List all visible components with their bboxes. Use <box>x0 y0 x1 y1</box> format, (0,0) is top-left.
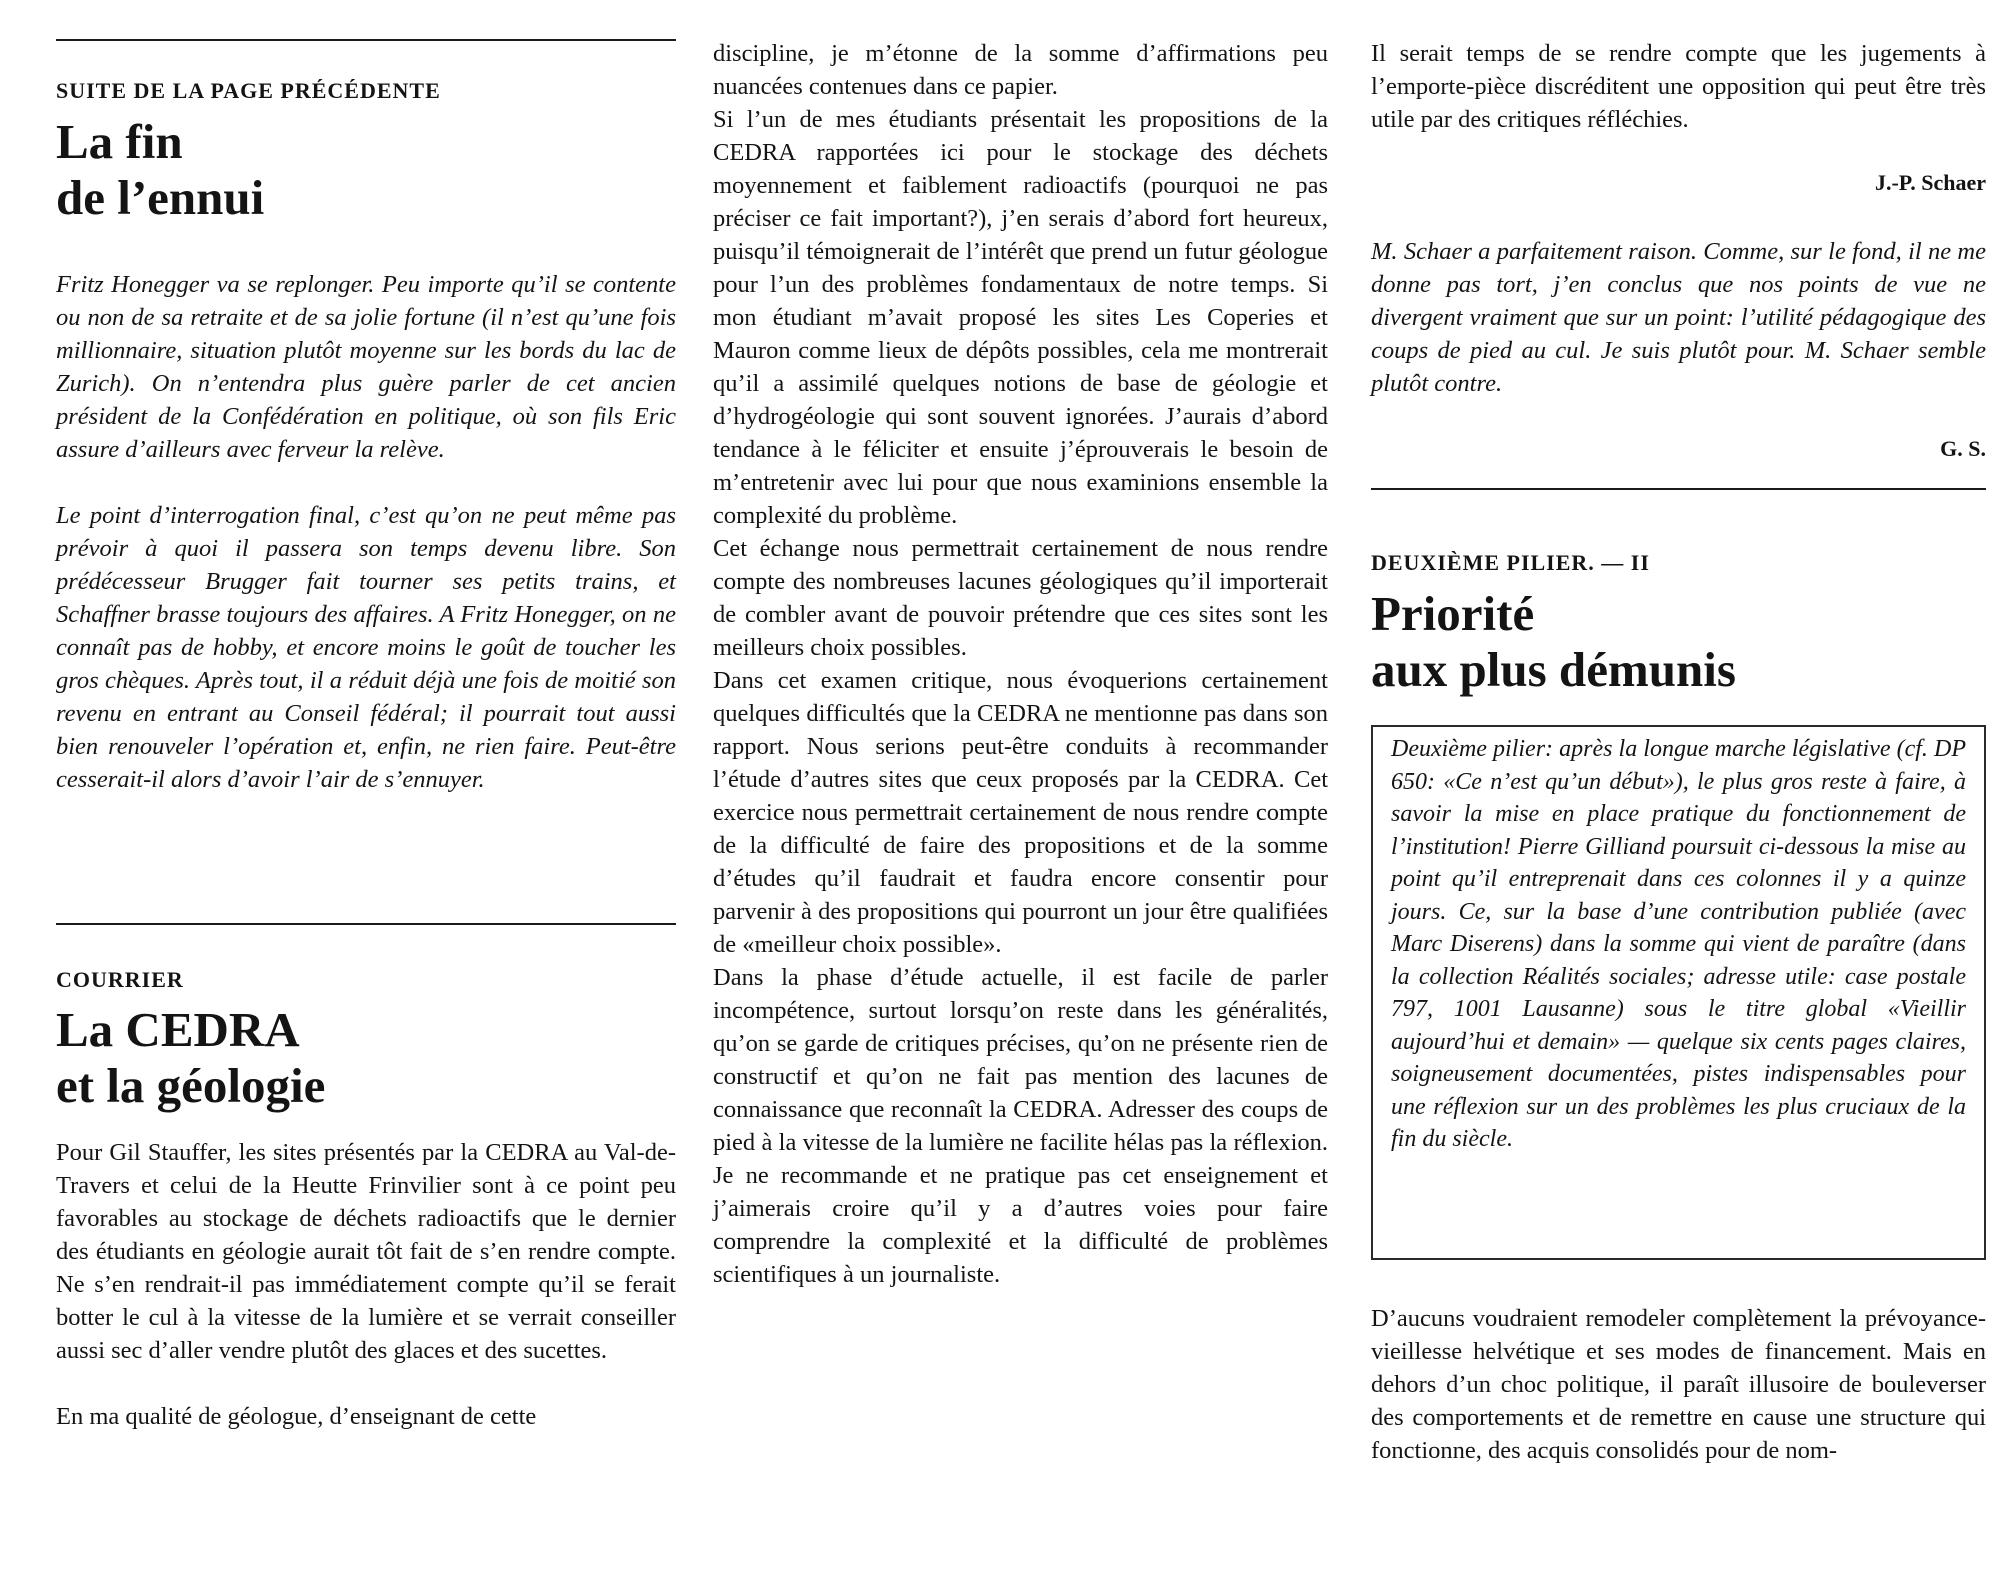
cedra-body <box>56 1136 676 1433</box>
kicker-courrier: COURRIER <box>56 967 184 992</box>
kicker-deuxieme-pilier: DEUXIÈME PILIER. — II <box>1371 550 1650 575</box>
la-fin-body <box>56 268 676 796</box>
cedra-para-1: Pour Gil Stauffer, les sites présentés par la CEDRA au Val-de-Travers et celui de la Heutte Frinvilier sont à ce point peu favorables au stockage de déchets radioactifs que le dernier des étudiants en géologie aurait tôt fait de s’en rendre compte. Ne s’en rendrait-il pas immédiatement compte qu’il se ferait botter le cul à la vitesse de la lumière et se verrait conseiller aussi sec d’aller vendre plutôt des glaces et des sucettes. <box>56 1139 676 1364</box>
intro-box-text: Deuxième pilier: après la longue marche législative (cf. DP 650: «Ce n’est qu’un début»), le plus gros reste à faire, à savoir la mise en place pratique du fonctionnement de l’institution! Pierre Gilliand poursuit ci-dessous la mise au point qu’il entreprenait dans ces colonnes il y a quinze jours. Ce, sur la base d’une contribution publiée (avec Marc Diserens) dans la somme qui vient de paraître (dans la collection Réalités sociales; adresse utile: case postale 797, 1001 Lausanne) sous le titre global «Vieillir aujourd’hui et demain» — quelque six cents pages claires, soigneusement documentées, pistes indispensables pour une réflexion sur un des problèmes les plus cruciaux de la fin du siècle. <box>1391 736 1966 1152</box>
la-fin-para-1: Fritz Honegger va se replonger. Peu importe qu’il se contente ou non de sa retraite et de sa jolie fortune (il n’est qu’une fois millionnaire, situation plutôt moyenne sur les bords du lac de Zurich). On n’entendra plus guère parler de cet ancien président de la Confédération en politique, où son fils Eric assure d’ailleurs avec ferveur la relève. <box>56 271 676 463</box>
signature-schaer: J.-P. Schaer <box>1874 170 1986 195</box>
la-fin-para-2: Le point d’interrogation final, c’est qu’on ne peut même pas prévoir à quoi il passera son temps devenu libre. Son prédécesseur Brugger fait tourner ses petits trains, et Schaffner brasse toujours des affaires. A Fritz Honegger, on ne connaît pas de hobby, et encore moins le goût de toucher les gros chèques. Après tout, il a réduit déjà une fois de moitié son revenu en entrant au Conseil fédéral; il pourrait tout aussi bien renouveler l’opération et, enfin, ne rien faire. Peut-être cesserait-il alors d’avoir l’air de s’ennuyer. <box>56 502 676 793</box>
pilier-body: D’aucuns voudraient remodeler complètement la prévoyance-vieillesse helvétique et ses modes de financement. Mais en dehors d’un choc politique, il paraît illusoire de bouleverser des comportements et de remettre en cause une structure qui fonctionne, des acquis consolidés pour de nom- <box>1371 1305 1986 1464</box>
headline-la-fin <box>56 114 676 226</box>
section-rule <box>56 923 676 925</box>
headline-line-1: Priorité <box>1371 586 1535 641</box>
headline-line-2: de l’ennui <box>56 170 265 225</box>
cedra-para-2: En ma qualité de géologue, d’enseignant de cette <box>56 1403 537 1430</box>
headline-line-2: et la géologie <box>56 1058 326 1113</box>
letter-para-3: Cet échange nous permettrait certainement de nous rendre compte des nombreuses lacunes géologiques qu’il importerait de combler avant de pouvoir prétendre que ces sites sont les meilleurs choix possibles. <box>713 535 1328 661</box>
letter-para-4: Dans cet examen critique, nous évoquerions certainement quelques difficultés que la CEDRA ne mentionne pas dans son rapport. Nous serions peut-être conduits à recommander l’étude d’autres sites que ceux proposés par la CEDRA. Cet exercice nous permettrait certainement de nous rendre compte de la difficulté de faire des propositions et de la somme d’études qu’il faudrait et faudra encore consentir pour parvenir à des propositions qui pourront un jour être qualifiées de «meilleur choix possible». <box>713 667 1328 958</box>
headline-line-2: aux plus démunis <box>1371 642 1736 697</box>
headline-line-1: La CEDRA <box>56 1002 300 1057</box>
letter-para-1: discipline, je m’étonne de la somme d’affirmations peu nuancées contenues dans ce papier. <box>713 40 1328 100</box>
top-rule <box>56 39 676 41</box>
letter-body <box>713 37 1328 1291</box>
editor-reply: M. Schaer a parfaitement raison. Comme, sur le fond, il ne me donne pas tort, j’en conclus que nos points de vue ne divergent vraiment que sur un point: l’utilité pédagogique des coups de pied au cul. Je suis plutôt pour. M. Schaer semble plutôt contre. <box>1371 238 1986 397</box>
letter-para-5: Dans la phase d’étude actuelle, il est facile de parler incompétence, surtout lorsqu’on reste dans les généralités, qu’on se garde de critiques précises, qu’on ne présente rien de constructif et qu’on ne fait pas mention des lacunes de connaissance que reconnaît la CEDRA. Adresser des coups de pied à la vitesse de la lumière ne facilite hélas pas la réflexion. Je ne recommande et ne pratique pas cet enseignement et j’aimerais croire qu’il y a d’autres voies pour faire comprendre la complexité et la difficulté de problèmes scientifiques à un journaliste. <box>713 964 1328 1288</box>
intro-box <box>1371 725 1986 1260</box>
letter-para-2: Si l’un de mes étudiants présentait les propositions de la CEDRA rapportées ici pour le stockage des déchets moyennement et faiblement radioactifs (pourquoi ne pas préciser ce fait important?), j’en serais d’abord fort heureux, puisqu’il témoignerait de l’intérêt que prend un futur géologue pour l’un des problèmes fondamentaux de notre temps. Si mon étudiant m’avait proposé les sites Les Coperies et Mauron comme lieux de dépôts possibles, cela me montrerait qu’il a assimilé quelques notions de base de géologie et d’hydrogéologie qui sont souvent ignorées. J’aurais d’abord tendance à le féliciter et ensuite j’éprouverais le besoin de m’entretenir avec lui pour que nous examinions ensemble la complexité du problème. <box>713 106 1328 529</box>
headline-line-1: La fin <box>56 114 183 169</box>
headline-priorite <box>1371 586 1986 698</box>
kicker-la-fin: SUITE DE LA PAGE PRÉCÉDENTE <box>56 78 441 103</box>
headline-cedra <box>56 1002 676 1114</box>
section-rule <box>1371 488 1986 490</box>
letter-end: Il serait temps de se rendre compte que les jugements à l’emporte-pièce discréditent une opposition qui peut être très utile par des critiques réfléchies. <box>1371 40 1986 133</box>
signature-gs: G. S. <box>1940 436 1986 461</box>
